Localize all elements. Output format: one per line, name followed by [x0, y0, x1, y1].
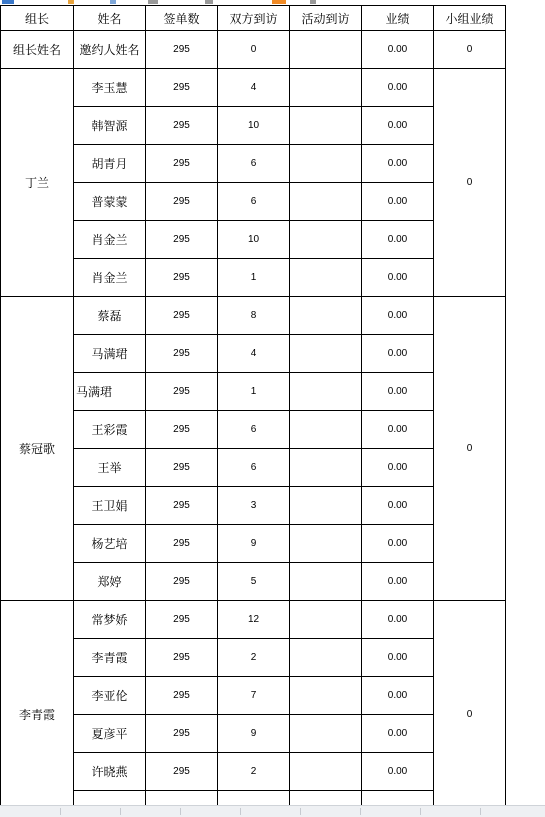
- cell-name[interactable]: [74, 791, 146, 806]
- cell-name[interactable]: 肖金兰: [74, 259, 146, 297]
- cell-activity-visits[interactable]: [290, 563, 362, 601]
- cell-name[interactable]: 马满珺: [74, 335, 146, 373]
- cell-name[interactable]: 许晓燕: [74, 753, 146, 791]
- cell-activity-visits[interactable]: [290, 487, 362, 525]
- cell-name[interactable]: 马满珺: [74, 373, 146, 411]
- column-header-orders[interactable]: 签单数: [146, 6, 218, 31]
- cell-mutual-visits[interactable]: 6: [218, 449, 290, 487]
- column-header-performance[interactable]: 业绩: [362, 6, 434, 31]
- cell-mutual-visits[interactable]: 7: [218, 677, 290, 715]
- column-header-group-performance[interactable]: 小组业绩: [434, 6, 506, 31]
- table-row: [1, 221, 506, 259]
- cell-group-performance[interactable]: 0: [434, 31, 506, 69]
- cell-orders[interactable]: 295: [146, 677, 218, 715]
- undo-icon[interactable]: [68, 0, 74, 4]
- cell-activity-visits[interactable]: [290, 335, 362, 373]
- cell-performance[interactable]: 0.00: [362, 107, 434, 145]
- cell-performance[interactable]: 0.00: [362, 715, 434, 753]
- table-row: [1, 373, 506, 411]
- table-row: [1, 69, 506, 107]
- table-row: [1, 487, 506, 525]
- column-header-leader[interactable]: 组长: [1, 6, 74, 31]
- cell-name[interactable]: 李青霞: [74, 639, 146, 677]
- cell-mutual-visits[interactable]: 6: [218, 145, 290, 183]
- cell-mutual-visits[interactable]: [218, 791, 290, 806]
- table-row: [1, 335, 506, 373]
- options-icon[interactable]: [310, 0, 316, 4]
- cell-performance[interactable]: 0.00: [362, 639, 434, 677]
- table-row: [1, 411, 506, 449]
- table-row: [1, 563, 506, 601]
- cell-name[interactable]: 韩智源: [74, 107, 146, 145]
- cell-mutual-visits[interactable]: 4: [218, 335, 290, 373]
- table-row: [1, 715, 506, 753]
- cell-name[interactable]: 常梦娇: [74, 601, 146, 639]
- cell-orders[interactable]: 295: [146, 221, 218, 259]
- cell-group-performance[interactable]: 0: [434, 601, 506, 806]
- cell-performance[interactable]: 0.00: [362, 563, 434, 601]
- cell-leader[interactable]: 蔡冠歌: [1, 297, 74, 601]
- table-row: [1, 183, 506, 221]
- cell-activity-visits[interactable]: [290, 373, 362, 411]
- cell-group-performance[interactable]: 0: [434, 69, 506, 297]
- cell-orders[interactable]: 295: [146, 601, 218, 639]
- cell-orders[interactable]: 295: [146, 487, 218, 525]
- cell-orders[interactable]: 295: [146, 335, 218, 373]
- cell-performance[interactable]: 0.00: [362, 411, 434, 449]
- cell-name[interactable]: 普蒙蒙: [74, 183, 146, 221]
- cell-mutual-visits[interactable]: 6: [218, 411, 290, 449]
- column-header-name[interactable]: 姓名: [74, 6, 146, 31]
- table-row: [1, 525, 506, 563]
- cell-group-performance[interactable]: 0: [434, 297, 506, 601]
- cell-name[interactable]: 郑婷: [74, 563, 146, 601]
- cell-performance[interactable]: 0.00: [362, 259, 434, 297]
- cell-name[interactable]: 邀约人姓名: [74, 31, 146, 69]
- cell-name[interactable]: 夏彦平: [74, 715, 146, 753]
- cell-orders[interactable]: 295: [146, 715, 218, 753]
- cell-mutual-visits[interactable]: 9: [218, 715, 290, 753]
- table-row: [1, 31, 506, 69]
- cell-activity-visits[interactable]: [290, 297, 362, 335]
- cell-orders[interactable]: 295: [146, 297, 218, 335]
- performance-table: [0, 5, 506, 805]
- cell-performance[interactable]: 0.00: [362, 449, 434, 487]
- cell-mutual-visits[interactable]: 10: [218, 107, 290, 145]
- cell-activity-visits[interactable]: [290, 259, 362, 297]
- cell-orders[interactable]: 295: [146, 31, 218, 69]
- cell-activity-visits[interactable]: [290, 31, 362, 69]
- cell-mutual-visits[interactable]: 2: [218, 753, 290, 791]
- cell-orders[interactable]: 295: [146, 525, 218, 563]
- cell-mutual-visits[interactable]: 10: [218, 221, 290, 259]
- cell-name[interactable]: 肖金兰: [74, 221, 146, 259]
- table-row: [1, 639, 506, 677]
- cell-name[interactable]: 王彩霞: [74, 411, 146, 449]
- table-row: [1, 259, 506, 297]
- cell-performance[interactable]: 0.00: [362, 525, 434, 563]
- cell-performance[interactable]: 0.00: [362, 487, 434, 525]
- cell-performance[interactable]: 0.00: [362, 31, 434, 69]
- cell-activity-visits[interactable]: [290, 525, 362, 563]
- cell-mutual-visits[interactable]: 1: [218, 259, 290, 297]
- cell-mutual-visits[interactable]: 9: [218, 525, 290, 563]
- cell-name[interactable]: 蔡磊: [74, 297, 146, 335]
- spreadsheet[interactable]: [0, 5, 545, 805]
- table-row: [1, 753, 506, 791]
- cell-orders[interactable]: 295: [146, 449, 218, 487]
- cell-orders[interactable]: 295: [146, 69, 218, 107]
- cell-performance[interactable]: 0.00: [362, 297, 434, 335]
- format-icon[interactable]: [148, 0, 158, 4]
- cell-orders[interactable]: 295: [146, 107, 218, 145]
- cell-activity-visits[interactable]: [290, 601, 362, 639]
- cell-performance[interactable]: 0.00: [362, 601, 434, 639]
- paste-icon[interactable]: [272, 0, 286, 4]
- cell-performance[interactable]: 0.00: [362, 183, 434, 221]
- column-header-mutual-visits[interactable]: 双方到访: [218, 6, 290, 31]
- cell-mutual-visits[interactable]: 1: [218, 373, 290, 411]
- cell-mutual-visits[interactable]: 8: [218, 297, 290, 335]
- cell-activity-visits[interactable]: [290, 221, 362, 259]
- cell-mutual-visits[interactable]: 2: [218, 639, 290, 677]
- cell-activity-visits[interactable]: [290, 791, 362, 806]
- cell-activity-visits[interactable]: [290, 677, 362, 715]
- cell-activity-visits[interactable]: [290, 107, 362, 145]
- cell-orders[interactable]: 295: [146, 373, 218, 411]
- cell-activity-visits[interactable]: [290, 183, 362, 221]
- cell-mutual-visits[interactable]: 0: [218, 31, 290, 69]
- cell-mutual-visits[interactable]: 4: [218, 69, 290, 107]
- cell-mutual-visits[interactable]: 5: [218, 563, 290, 601]
- cell-orders[interactable]: 295: [146, 411, 218, 449]
- cell-orders[interactable]: 295: [146, 753, 218, 791]
- dropdown-icon[interactable]: [205, 0, 213, 4]
- cell-performance[interactable]: 0.00: [362, 221, 434, 259]
- cell-activity-visits[interactable]: [290, 411, 362, 449]
- cell-activity-visits[interactable]: [290, 449, 362, 487]
- table-row: [1, 601, 506, 639]
- cell-mutual-visits[interactable]: 12: [218, 601, 290, 639]
- cell-activity-visits[interactable]: [290, 69, 362, 107]
- cell-orders[interactable]: 295: [146, 183, 218, 221]
- cell-performance[interactable]: [362, 791, 434, 806]
- table-row: [1, 677, 506, 715]
- table-row: [1, 297, 506, 335]
- horizontal-scrollbar[interactable]: [0, 805, 545, 817]
- cell-name[interactable]: 杨艺培: [74, 525, 146, 563]
- cell-orders[interactable]: 295: [146, 563, 218, 601]
- cell-mutual-visits[interactable]: 6: [218, 183, 290, 221]
- save-icon[interactable]: [2, 0, 14, 4]
- table-row: [1, 107, 506, 145]
- cell-activity-visits[interactable]: [290, 715, 362, 753]
- cell-leader[interactable]: 丁兰: [1, 69, 74, 297]
- cell-performance[interactable]: 0.00: [362, 753, 434, 791]
- cell-orders[interactable]: 295: [146, 639, 218, 677]
- cell-name[interactable]: 王举: [74, 449, 146, 487]
- redo-icon[interactable]: [110, 0, 116, 4]
- table-row: [1, 449, 506, 487]
- cell-performance[interactable]: 0.00: [362, 145, 434, 183]
- cell-orders[interactable]: 295: [146, 145, 218, 183]
- cell-activity-visits[interactable]: [290, 639, 362, 677]
- cell-orders[interactable]: [146, 791, 218, 806]
- cell-leader[interactable]: 组长姓名: [1, 31, 74, 69]
- cell-performance[interactable]: 0.00: [362, 677, 434, 715]
- cell-name[interactable]: 胡青月: [74, 145, 146, 183]
- cell-activity-visits[interactable]: [290, 145, 362, 183]
- cell-name[interactable]: 李亚伦: [74, 677, 146, 715]
- cell-activity-visits[interactable]: [290, 753, 362, 791]
- cell-orders[interactable]: 295: [146, 259, 218, 297]
- cell-performance[interactable]: 0.00: [362, 69, 434, 107]
- cell-performance[interactable]: 0.00: [362, 335, 434, 373]
- column-header-activity-visits[interactable]: 活动到访: [290, 6, 362, 31]
- table-row: [1, 791, 506, 806]
- cell-performance[interactable]: 0.00: [362, 373, 434, 411]
- cell-name[interactable]: 李玉慧: [74, 69, 146, 107]
- cell-mutual-visits[interactable]: 3: [218, 487, 290, 525]
- table-row: [1, 145, 506, 183]
- cell-leader[interactable]: 李青霞: [1, 601, 74, 806]
- header-row: [1, 6, 506, 31]
- cell-name[interactable]: 王卫娟: [74, 487, 146, 525]
